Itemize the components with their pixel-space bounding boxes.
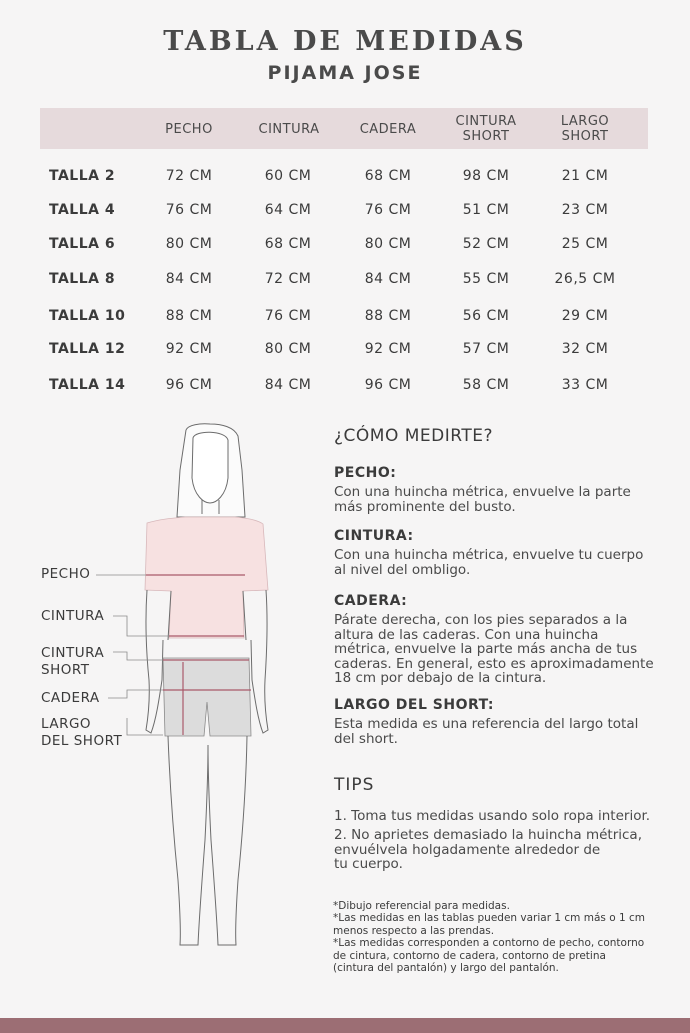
measure-cell: 72 CM (264, 271, 312, 287)
measure-cell: 92 CM (364, 341, 412, 357)
measure-cell: 56 CM (462, 308, 510, 324)
measure-cell: 84 CM (364, 271, 412, 287)
measure-cell: 80 CM (364, 236, 412, 252)
largo-leader (127, 718, 163, 735)
col-header-pecho: PECHO (165, 122, 213, 137)
col-header-cintura: CINTURA (258, 122, 320, 137)
measure-cell: 55 CM (462, 271, 510, 287)
tips-title: TIPS (334, 775, 375, 795)
measure-cell: 76 CM (364, 202, 412, 218)
measure-cell: 60 CM (264, 168, 312, 184)
legs-outline (168, 736, 247, 945)
measure-cell: 58 CM (462, 377, 510, 393)
right-arm (251, 590, 268, 733)
size-label: TALLA 6 (49, 236, 116, 252)
footer-bar (0, 1018, 690, 1033)
measure-cell: 23 CM (561, 202, 609, 218)
page-title: TABLA DE MEDIDAS (163, 26, 527, 57)
howto-cintura-text: Con una huincha métrica, envuelve tu cuerpo al nivel del ombligo. (334, 547, 644, 578)
measure-cell: 57 CM (462, 341, 510, 357)
tip-item: 1. Toma tus medidas usando solo ropa interior. (334, 808, 651, 824)
howto-largo-heading: LARGO DEL SHORT: (334, 697, 495, 713)
howto-pecho-text: Con una huincha métrica, envuelve la parte más prominente del busto. (334, 484, 631, 515)
label-cintura: CINTURA (41, 608, 105, 624)
cintura-short-leader (113, 652, 163, 660)
measure-cell: 25 CM (561, 236, 609, 252)
size-label: TALLA 12 (49, 341, 126, 357)
size-label: TALLA 8 (49, 271, 116, 287)
cadera-leader (108, 690, 163, 698)
label-cintura-short: CINTURA SHORT (41, 645, 105, 678)
measure-cell: 76 CM (165, 202, 213, 218)
label-pecho: PECHO (41, 566, 91, 582)
size-label: TALLA 2 (49, 168, 116, 184)
howto-cintura-heading: CINTURA: (334, 528, 414, 544)
cintura-leader (113, 616, 169, 636)
size-label: TALLA 4 (49, 202, 116, 218)
left-arm (146, 590, 163, 733)
face-outline (192, 432, 228, 503)
measure-cell: 98 CM (462, 168, 510, 184)
note-item: *Las medidas corresponden a contorno de pecho, contorno de cintura, contorno de cadera, contorno de pretina (cintura del pantalón) y largo del pantalón. (333, 937, 645, 974)
tip-item: 2. No aprietes demasiado la huincha métrica, envuélvela holgadamente alrededor de tu cuerpo. (334, 827, 642, 873)
shirt-shape (145, 517, 268, 638)
note-item: *Dibujo referencial para medidas. (333, 900, 510, 912)
measure-cell: 68 CM (264, 236, 312, 252)
col-header-cadera: CADERA (359, 122, 417, 137)
measure-cell: 26,5 CM (554, 271, 616, 287)
col-header-largo-short: LARGO SHORT (560, 114, 610, 144)
note-item: *Las medidas en las tablas pueden variar 1 cm más o 1 cm menos respecto a las prendas. (333, 912, 645, 937)
label-largo-short: LARGO DEL SHORT (41, 716, 123, 749)
measure-cell: 21 CM (561, 168, 609, 184)
measure-cell: 88 CM (364, 308, 412, 324)
measure-cell: 96 CM (364, 377, 412, 393)
measure-cell: 52 CM (462, 236, 510, 252)
page-subtitle: PIJAMA JOSE (267, 62, 423, 84)
label-cadera: CADERA (41, 690, 100, 706)
measure-cell: 32 CM (561, 341, 609, 357)
measure-cell: 92 CM (165, 341, 213, 357)
measure-cell: 33 CM (561, 377, 609, 393)
col-header-cintura-short: CINTURA SHORT (455, 114, 517, 144)
measure-cell: 68 CM (364, 168, 412, 184)
size-label: TALLA 14 (49, 377, 126, 393)
shorts-shape (163, 658, 251, 736)
measure-cell: 88 CM (165, 308, 213, 324)
howto-cadera-text: Párate derecha, con los pies separados a la altura de las caderas. Con una huincha métrica, envuelve la parte más ancha de tus caderas. En general, esto es aproximadamente 18 cm por debajo de la cintura. (334, 612, 654, 687)
measure-cell: 84 CM (264, 377, 312, 393)
howto-title: ¿CÓMO MEDIRTE? (334, 426, 493, 446)
measure-cell: 96 CM (165, 377, 213, 393)
measure-cell: 51 CM (462, 202, 510, 218)
measure-cell: 72 CM (165, 168, 213, 184)
howto-cadera-heading: CADERA: (334, 593, 408, 609)
measure-cell: 76 CM (264, 308, 312, 324)
measure-cell: 80 CM (264, 341, 312, 357)
measure-cell: 84 CM (165, 271, 213, 287)
measure-cell: 64 CM (264, 202, 312, 218)
howto-largo-text: Esta medida es una referencia del largo total del short. (334, 716, 639, 747)
size-label: TALLA 10 (49, 308, 126, 324)
measure-cell: 80 CM (165, 236, 213, 252)
howto-pecho-heading: PECHO: (334, 465, 397, 481)
measure-cell: 29 CM (561, 308, 609, 324)
